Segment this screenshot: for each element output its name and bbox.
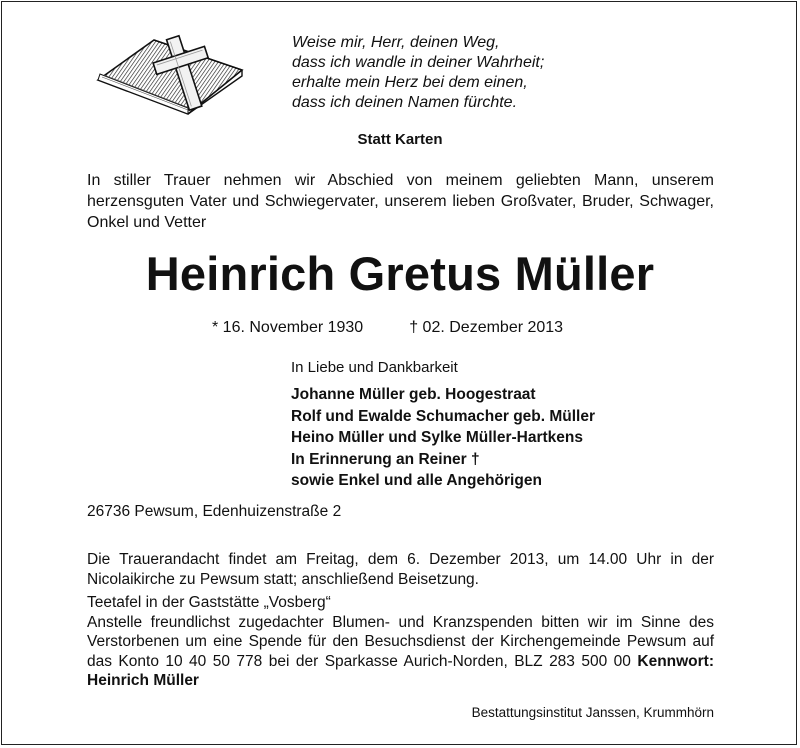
- deceased-name: Heinrich Gretus Müller: [145, 247, 655, 300]
- mourner-line: Heino Müller und Sylke Müller-Hartkens: [291, 429, 583, 446]
- bible-with-cross-icon: [92, 22, 244, 116]
- donation-text: Anstelle freundlichst zugedachter Blumen- und Kranzspenden bitten wir im Sinne des Verstorbenen um eine Spende für den Besuchsdienst der Kirchengemeinde Pewsum auf das Konto 10 40 50 778 bei der Sparkasse Aurich-Norden, BLZ 283 500 00: [87, 613, 714, 670]
- verse-line: dass ich deinen Namen fürchte.: [292, 94, 518, 111]
- intro-paragraph: In stiller Trauer nehmen wir Abschied von meinem geliebten Mann, unserem herzensguten Vater und Schwiegervater, unserem lieben Großvater, Bruder, Schwager, Onkel und Vetter: [87, 172, 714, 231]
- verse-line: erhalte mein Herz bei dem einen,: [292, 74, 528, 91]
- donation-paragraph: [87, 613, 714, 691]
- verse-line: Weise mir, Herr, deinen Weg,: [292, 34, 500, 51]
- mourner-line: In Erinnerung an Reiner †: [291, 450, 480, 468]
- love-line: In Liebe und Dankbarkeit: [291, 359, 458, 376]
- teetafel-line: Teetafel in der Gaststätte „Vosberg“: [87, 594, 331, 611]
- undertaker-credit: Bestattungsinstitut Janssen, Krummhörn: [471, 705, 714, 720]
- address: 26736 Pewsum, Edenhuizenstraße 2: [87, 503, 342, 520]
- service-info: [87, 550, 714, 691]
- birth-date: * 16. November 1930: [212, 319, 364, 336]
- statt-karten-heading: Statt Karten: [357, 131, 443, 148]
- verse-line: dass ich wandle in deiner Wahrheit;: [292, 54, 545, 71]
- death-date: † 02. Dezember 2013: [409, 319, 564, 336]
- service-paragraph: Die Trauerandacht findet am Freitag, dem 6. Dezember 2013, um 14.00 Uhr in der Nicolaikirche zu Pewsum statt; anschließend Beisetzung.: [87, 551, 714, 588]
- mourner-line: Johanne Müller geb. Hoogestraat: [291, 386, 536, 403]
- mourner-line: sowie Enkel und alle Angehörigen: [291, 472, 542, 489]
- donation-keyword: Kennwort: Heinrich Müller: [87, 652, 715, 689]
- mourners-list: [291, 384, 595, 492]
- life-dates: [212, 318, 563, 338]
- mourner-line: Rolf und Ewalde Schumacher geb. Müller: [291, 407, 596, 425]
- verse: [292, 33, 544, 113]
